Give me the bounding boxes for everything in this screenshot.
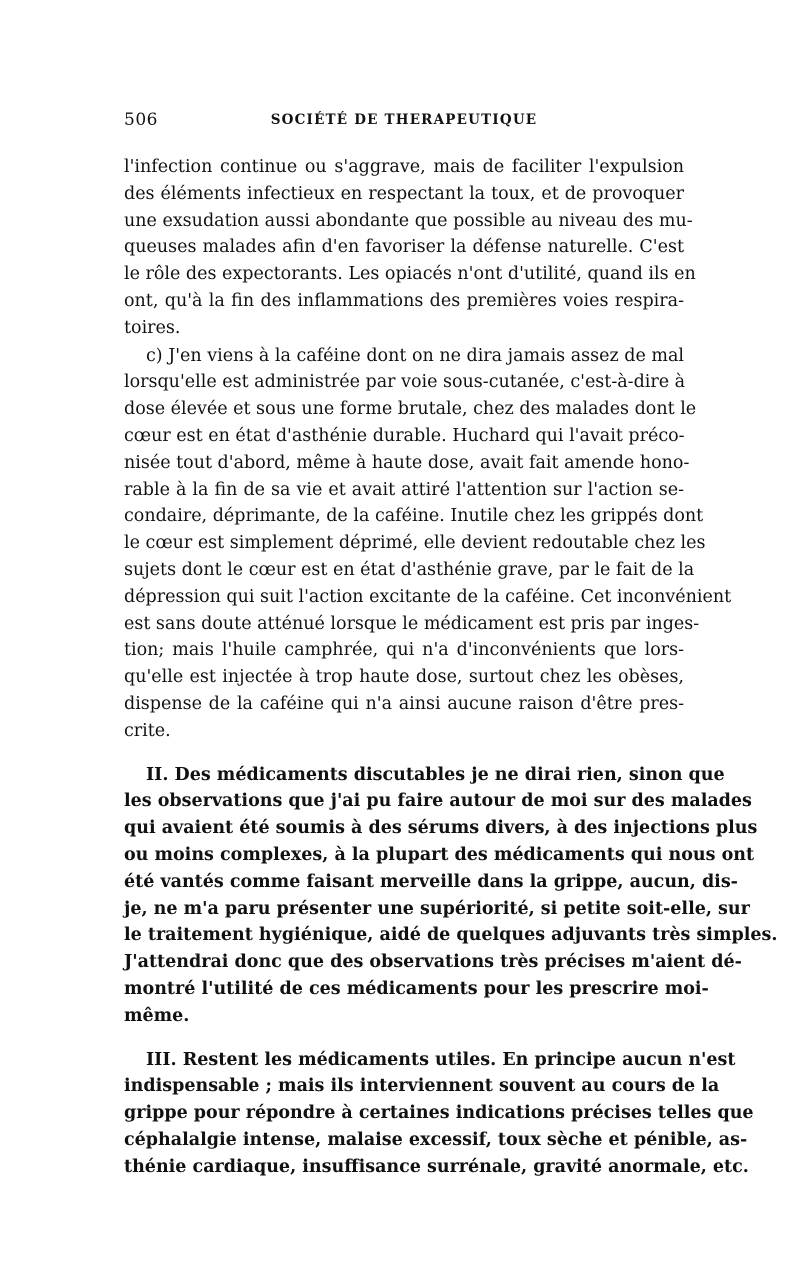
text-line: III. Restent les médicaments utiles. En principe aucun n'est — [146, 1049, 736, 1070]
text-line: même. — [124, 1005, 190, 1026]
text-line: les observations que j'ai pu faire autour de moi sur des malades — [124, 791, 752, 812]
text-line: qui avaient été soumis à des sérums divers, à des injections plus — [124, 818, 758, 839]
text-line: qu'elle est injectée à trop haute dose, surtout chez les obèses, — [124, 667, 684, 688]
text-line: dose élevée et sous une forme brutale, chez des malades dont le — [124, 399, 697, 420]
text-line: céphalalgie intense, malaise excessif, toux sèche et pénible, as- — [124, 1129, 748, 1150]
text-line: dispense de la caféine qui n'a ainsi aucune raison d'être pres- — [124, 693, 684, 714]
page-number: 506 — [124, 110, 158, 130]
paragraph-continuation — [124, 154, 696, 342]
text-line: le traitement hygiénique, aidé de quelques adjuvants très simples. — [124, 925, 778, 946]
text-line: le cœur est simplement déprimé, elle devient redoutable chez les — [124, 533, 706, 554]
text-line: cœur est en état d'asthénie durable. Huchard qui l'avait préco- — [124, 425, 685, 446]
text-line: le rôle des expectorants. Les opiacés n'ont d'utilité, quand ils en — [124, 264, 696, 285]
text-line: est sans doute atténué lorsque le médicament est pris par inges- — [124, 613, 700, 634]
text-line: l'infection continue ou s'aggrave, mais de faciliter l'expulsion — [124, 157, 684, 177]
body-text — [124, 154, 778, 1180]
text-line: tion; mais l'huile camphrée, qui n'a d'inconvénients que lors- — [124, 640, 684, 661]
text-line: rable à la fin de sa vie et avait attiré l'attention sur l'action se- — [124, 479, 684, 500]
text-line: condaire, déprimante, de la caféine. Inutile chez les grippés dont — [124, 506, 704, 527]
text-line: ou moins complexes, à la plupart des médicaments qui nous ont — [124, 844, 755, 865]
text-line: ont, qu'à la fin des inflammations des premières voies respira- — [124, 290, 684, 311]
text-line: je, ne m'a paru présenter une supériorité, si petite soit-elle, sur — [124, 898, 750, 919]
text-line: c) J'en viens à la caféine dont on ne dira jamais assez de mal — [146, 345, 684, 366]
running-title: SOCIÉTÉ DE THERAPEUTIQUE — [270, 112, 538, 128]
text-line: sujets dont le cœur est en état d'asthénie grave, par le fait de la — [124, 559, 695, 580]
paragraph-section-ii — [124, 762, 778, 1030]
text-line: thénie cardiaque, insuffisance surrénale, gravité anormale, etc. — [124, 1156, 749, 1177]
text-line: montré l'utilité de ces médicaments pour les prescrire moi- — [124, 978, 709, 999]
text-line: des éléments infectieux en respectant la toux, et de provoquer — [124, 183, 684, 204]
text-line: été vantés comme faisant merveille dans la grippe, aucun, dis- — [124, 871, 738, 892]
text-line: J'attendrai donc que des observations très précises m'aient dé- — [124, 952, 742, 973]
text-line: lorsqu'elle est administrée par voie sous-cutanée, c'est-à-dire à — [124, 372, 686, 393]
page-header — [124, 110, 684, 134]
text-line: crite. — [124, 720, 171, 741]
text-line: queuses malades afin d'en favoriser la défense naturelle. C'est — [124, 237, 684, 258]
text-line: toires. — [124, 317, 181, 338]
text-line: II. Des médicaments discutables je ne dirai rien, sinon que — [146, 764, 725, 785]
text-line: grippe pour répondre à certaines indications précises telles que — [124, 1103, 754, 1124]
text-line: indispensable ; mais ils interviennent souvent au cours de la — [124, 1076, 720, 1097]
text-line: une exsudation aussi abondante que possible au niveau des mu- — [124, 210, 693, 231]
text-line: dépression qui suit l'action excitante de la caféine. Cet inconvénient — [124, 586, 732, 607]
text-line: nisée tout d'abord, même à haute dose, avait fait amende hono- — [124, 452, 690, 473]
paragraph-section-iii — [124, 1047, 754, 1181]
paragraph-cafeine — [124, 343, 732, 745]
